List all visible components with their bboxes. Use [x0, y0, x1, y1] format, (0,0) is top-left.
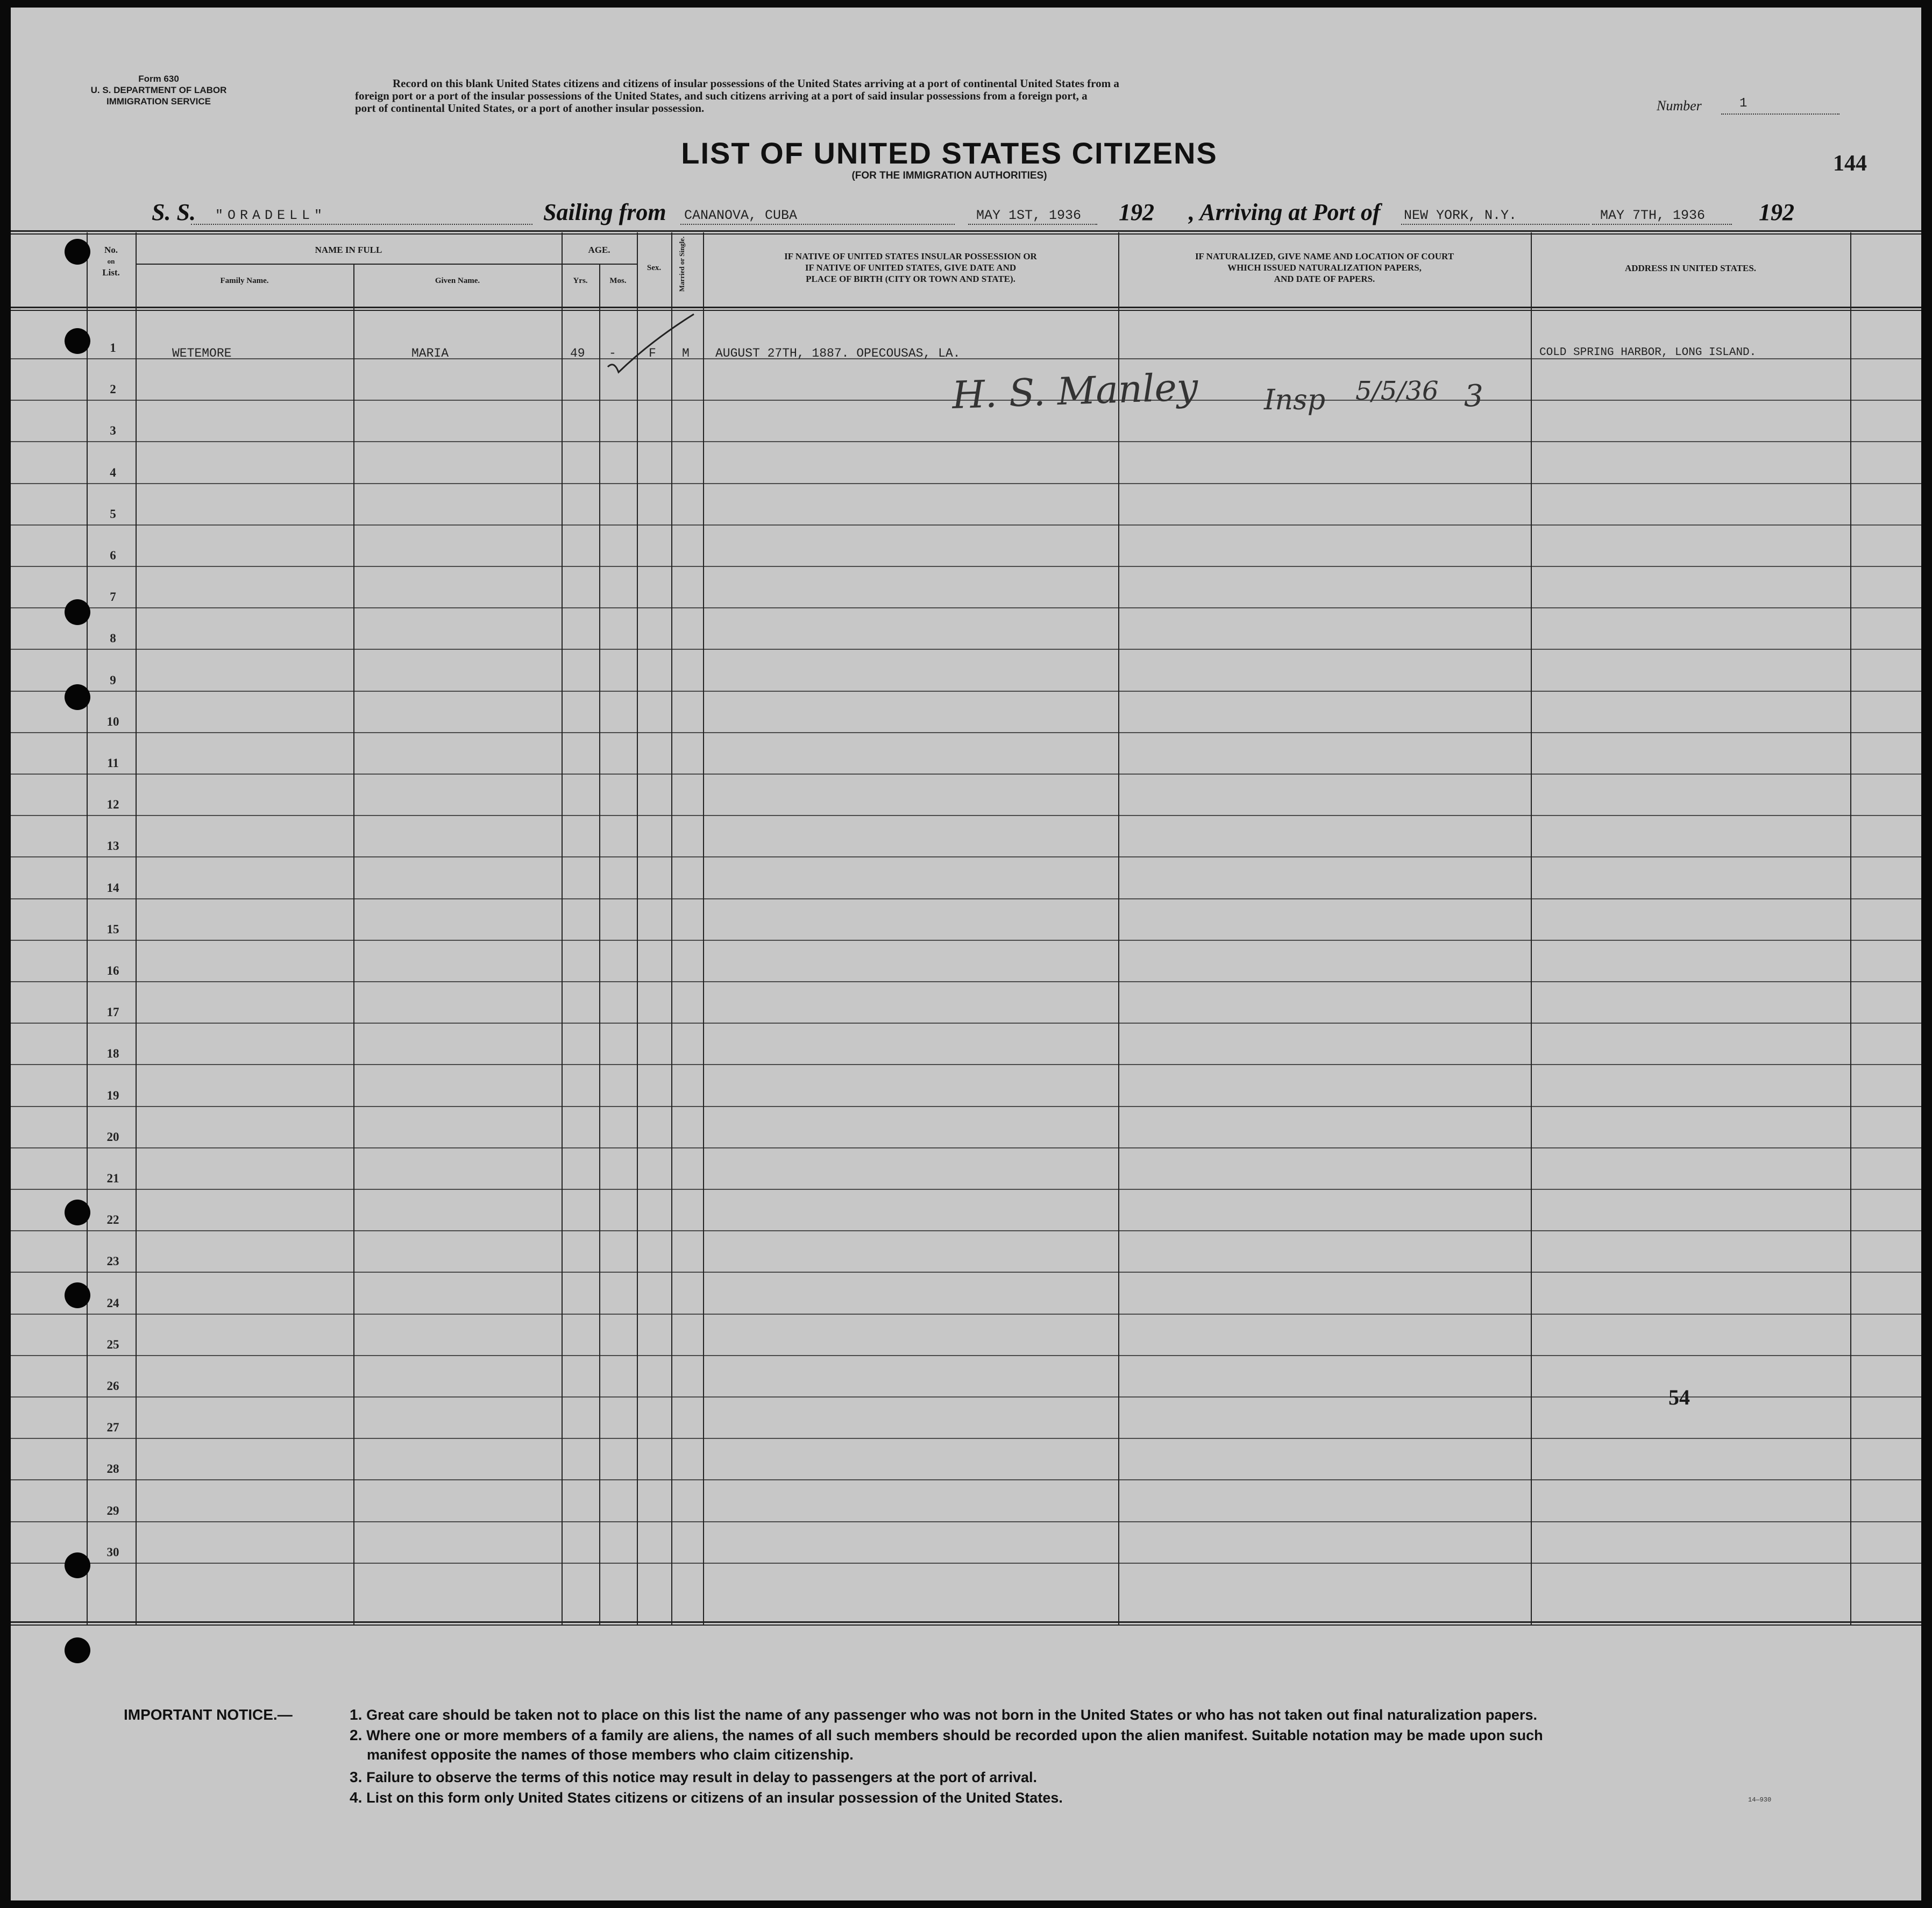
col-header-mos: Mos. — [609, 276, 627, 285]
col-divider — [353, 264, 354, 1625]
row-rule — [11, 1438, 1921, 1439]
row-rule — [11, 1479, 1921, 1480]
punch-hole — [65, 684, 90, 710]
inspection-date: 5/5/36 — [1355, 376, 1439, 406]
row-rule — [11, 441, 1921, 442]
row-rule — [11, 940, 1921, 941]
row-rule — [11, 1106, 1921, 1107]
service-name: IMMIGRATION SERVICE — [106, 96, 211, 107]
name-subheader-rule — [136, 264, 562, 265]
row-number: 10 — [106, 714, 119, 728]
row-number: 9 — [110, 673, 116, 687]
stamp-number: 54 — [1668, 1385, 1690, 1409]
row-number: 27 — [106, 1421, 119, 1435]
year-prefix: 192 — [1119, 199, 1154, 225]
row-number: 1 — [110, 341, 116, 354]
row-rule — [11, 524, 1921, 526]
col-header-address: ADDRESS IN UNITED STATES. — [1624, 263, 1757, 273]
col-header-given-name: Given Name. — [435, 276, 480, 285]
col-header-family-name: Family Name. — [220, 276, 269, 285]
ss-label: S. S. — [152, 199, 196, 225]
row-number: 15 — [106, 922, 119, 936]
notice-item-number: 1. — [350, 1706, 363, 1723]
arriving-label: , Arriving at Port of — [1189, 199, 1381, 225]
punch-hole — [65, 328, 90, 354]
row-number: 29 — [106, 1503, 119, 1517]
table-bottom-rule — [11, 1621, 1921, 1623]
col-header-birth-line: IF NATIVE OF UNITED STATES, GIVE DATE AND — [805, 263, 1017, 273]
punch-hole — [65, 599, 90, 625]
notice-item-text: Where one or more members of a family are aliens, the names of all such members should be recorded upon the alien manifest. Suitable notation may be made upon such — [366, 1727, 1543, 1743]
instruction-line: Record on this blank United States citizens and citizens of insular possessions of the United States arriving at a port of continental United States from a — [393, 77, 1119, 90]
entry-address: COLD SPRING HARBOR, LONG ISLAND. — [1539, 346, 1757, 359]
row-number: 30 — [106, 1545, 119, 1559]
table-top-rule — [11, 233, 1921, 235]
table-bottom-rule — [11, 1625, 1921, 1626]
col-header-no-line: on — [107, 257, 115, 265]
col-header-naturalized-line: IF NATURALIZED, GIVE NAME AND LOCATION OF COURT — [1195, 251, 1454, 261]
row-number: 25 — [106, 1337, 119, 1351]
check-mark-icon — [602, 309, 699, 384]
row-number: 8 — [110, 632, 116, 646]
punch-hole — [65, 1282, 90, 1308]
entry-birth: AUGUST 27TH, 1887. OPECOUSAS, LA. — [715, 346, 961, 360]
row-number: 28 — [106, 1462, 119, 1476]
col-header-birth — [703, 251, 1118, 285]
row-rule — [11, 856, 1921, 857]
row-number: 22 — [106, 1213, 119, 1227]
number-value: 1 — [1739, 96, 1748, 111]
col-header-naturalized-line: WHICH ISSUED NATURALIZATION PAPERS, — [1227, 263, 1422, 273]
col-header-birth-line: PLACE OF BIRTH (CITY OR TOWN AND STATE). — [806, 274, 1015, 284]
row-number: 4 — [110, 465, 116, 479]
row-rule — [11, 1230, 1921, 1231]
notice-item-text: manifest opposite the names of those members who claim citizenship. — [367, 1747, 854, 1763]
row-number: 20 — [106, 1130, 119, 1144]
notice-item-number: 2. — [350, 1727, 363, 1743]
manifest-sheet — [11, 8, 1921, 1900]
sailing-date-underline — [968, 224, 1097, 225]
row-rule — [11, 691, 1921, 692]
row-rule — [11, 981, 1921, 982]
row-rule — [11, 1563, 1921, 1564]
row-number: 11 — [107, 756, 119, 770]
row-rule — [11, 732, 1921, 733]
notice-item — [367, 1745, 854, 1764]
row-number: 3 — [110, 424, 116, 438]
inspection-time: 3 — [1464, 379, 1483, 414]
notice-item — [350, 1726, 1543, 1745]
row-number: 7 — [110, 590, 116, 604]
sailing-port: CANANOVA, CUBA — [684, 208, 798, 223]
table-top-rule — [11, 230, 1921, 232]
row-rule — [11, 1147, 1921, 1148]
entry-married: M — [682, 346, 690, 360]
notice-item-number: 4. — [350, 1789, 363, 1806]
row-rule — [11, 1314, 1921, 1315]
col-header-age: AGE. — [588, 245, 610, 255]
row-number: 21 — [106, 1172, 119, 1185]
row-rule — [11, 898, 1921, 899]
row-rule — [11, 1521, 1921, 1522]
col-header-no-line: No. — [104, 245, 118, 255]
row-rule — [11, 815, 1921, 816]
punch-hole — [65, 1552, 90, 1578]
page-number: 144 — [1833, 151, 1867, 176]
row-number: 23 — [106, 1254, 119, 1268]
row-number: 16 — [106, 964, 119, 977]
col-header-birth-line: IF NATIVE OF UNITED STATES INSULAR POSSESSION OR — [784, 251, 1037, 261]
punch-hole — [65, 1200, 90, 1225]
col-header-naturalized — [1118, 251, 1531, 285]
row-rule — [11, 1064, 1921, 1065]
arriving-port: NEW YORK, N.Y. — [1404, 208, 1517, 223]
col-header-yrs: Yrs. — [573, 276, 588, 285]
print-code: 14—930 — [1748, 1796, 1772, 1804]
punch-hole — [65, 1637, 90, 1663]
row-rule — [11, 649, 1921, 650]
document-subtitle: (FOR THE IMMIGRATION AUTHORITIES) — [851, 170, 1047, 181]
row-number: 2 — [110, 382, 116, 396]
row-rule — [11, 1023, 1921, 1024]
entry-age-months: - — [609, 346, 616, 360]
col-header-no-line: List. — [102, 267, 120, 278]
row-rule — [11, 566, 1921, 567]
document-title: LIST OF UNITED STATES CITIZENS — [681, 136, 1218, 170]
punch-hole — [65, 239, 90, 265]
instruction-line: port of continental United States, or a port of another insular possession. — [355, 102, 705, 115]
department-name: U. S. DEPARTMENT OF LABOR — [90, 85, 227, 95]
col-divider — [599, 264, 600, 1625]
ship-underline — [191, 224, 532, 225]
row-rule — [11, 483, 1921, 484]
row-number: 5 — [110, 507, 116, 521]
row-number: 12 — [106, 798, 119, 812]
instruction-line: foreign port or a port of the insular possessions of the United States, and such citizens arriving at a port of said insular possessions from a foreign port, a — [355, 89, 1088, 102]
row-number: 14 — [106, 881, 119, 895]
row-number: 17 — [106, 1005, 119, 1019]
entry-family-name: WETEMORE — [172, 346, 232, 360]
row-number: 6 — [110, 549, 116, 562]
row-number: 19 — [106, 1088, 119, 1102]
notice-item-number: 3. — [350, 1769, 363, 1785]
entry-given-name: MARIA — [411, 346, 449, 360]
row-rule — [11, 1272, 1921, 1273]
col-header-sex: Sex. — [647, 264, 662, 272]
col-header-name-in-full: NAME IN FULL — [315, 245, 382, 255]
arrival-date: MAY 7TH, 1936 — [1600, 208, 1706, 223]
row-number: 18 — [106, 1047, 119, 1061]
number-underline — [1721, 114, 1839, 115]
entry-age-years: 49 — [570, 346, 585, 360]
row-rule — [11, 774, 1921, 775]
row-rule — [11, 1396, 1921, 1398]
sailing-label: Sailing from — [543, 199, 666, 225]
notice-item — [350, 1788, 1063, 1807]
inspector-signature: H. S. Manley — [951, 365, 1199, 417]
notice-lead: IMPORTANT NOTICE.— — [124, 1706, 293, 1723]
arriving-port-underline — [1401, 224, 1589, 225]
col-header-naturalized-line: AND DATE OF PAPERS. — [1274, 274, 1375, 284]
row-rule — [11, 1189, 1921, 1190]
notice-item — [350, 1705, 1537, 1725]
row-rule — [11, 607, 1921, 608]
row-number: 13 — [106, 839, 119, 853]
header-bottom-rule — [11, 310, 1921, 311]
row-rule — [11, 1355, 1921, 1356]
col-header-no — [87, 244, 136, 278]
notice-item-text: List on this form only United States citizens or citizens of an insular possession of the United States. — [366, 1790, 1063, 1806]
notice-item-text: Great care should be taken not to place on this list the name of any passenger who was not born in the United States or who has not taken out final naturalization papers. — [366, 1707, 1537, 1723]
sailing-date: MAY 1ST, 1936 — [976, 208, 1082, 223]
form-number: Form 630 — [138, 74, 179, 84]
header-bottom-rule — [11, 307, 1921, 308]
col-header-married: Married or Single. — [678, 236, 686, 292]
row-number: 26 — [106, 1379, 119, 1393]
number-label: Number — [1657, 98, 1702, 114]
arrival-date-underline — [1592, 224, 1732, 225]
instructions-block — [355, 77, 1592, 115]
sailing-port-underline — [680, 224, 955, 225]
notice-item — [350, 1768, 1037, 1787]
row-number: 24 — [106, 1296, 119, 1310]
inspector-abbreviation: Insp — [1264, 384, 1326, 416]
form-identification — [70, 73, 247, 107]
year-prefix: 192 — [1759, 199, 1794, 225]
notice-item-text: Failure to observe the terms of this notice may result in delay to passengers at the port of arrival. — [366, 1769, 1037, 1785]
entry-sex: F — [649, 346, 656, 360]
ship-name: "ORADELL" — [215, 208, 327, 223]
